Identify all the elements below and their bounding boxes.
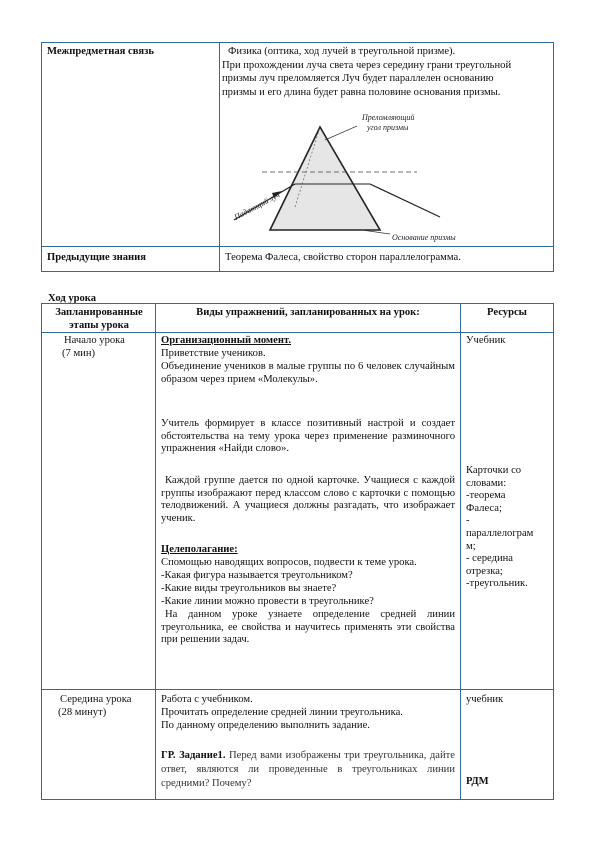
- interdisciplinary-line1: Физика (оптика, ход лучей в треугольной призме).: [228, 46, 456, 57]
- emergent-ray: [370, 184, 440, 217]
- teacher-para: Учитель формирует в классе позитивный настрой и создает обстоятельства на тему урока через применение разминочного упражнения «Найди слово».: [161, 418, 455, 455]
- top-table-row1-left: [41, 42, 220, 247]
- interdisciplinary-label: Межпредметная связь: [47, 46, 154, 57]
- prism-triangle: [270, 127, 380, 230]
- stage2-name: Середина урока: [60, 694, 132, 705]
- header-exercises: Виды упражнений, запланированных на урок:: [196, 307, 420, 318]
- task-prefix: ГР. Задание1.: [161, 750, 226, 761]
- res1-textbook: Учебник: [466, 335, 506, 346]
- res1-card-line: Карточки со: [466, 465, 522, 476]
- prior-knowledge-text: Теорема Фалеса, свойство сторон параллелограмма.: [225, 252, 461, 263]
- res1-cards: [466, 465, 552, 591]
- res1-card-line: отрезка;: [466, 565, 503, 577]
- stage2-time: (28 минут): [58, 707, 107, 718]
- prism-diagram: [222, 112, 482, 247]
- res1-card-line: -треугольник.: [466, 578, 528, 590]
- stage1-name: Начало урока: [64, 335, 125, 346]
- task-paragraph: [161, 749, 455, 791]
- res1-card-line: -: [466, 515, 470, 527]
- res1-card-line: Фалеса;: [466, 502, 502, 514]
- mid-line1: Работа с учебником.: [161, 694, 253, 705]
- label-base: Основание призмы: [392, 233, 456, 242]
- section-title: Ход урока: [48, 293, 97, 304]
- res1-card-line: параллелограм: [466, 527, 534, 539]
- goal-para: На данном уроке узнаете определение средней линии треугольника, ее свойства и научитесь применять эти свойства при решении задач.: [161, 609, 455, 646]
- label-angle-l2: угол призмы: [367, 123, 409, 132]
- res1-card-line: м;: [466, 540, 476, 552]
- header-resources: Ресурсы: [487, 307, 527, 318]
- prior-knowledge-label: Предыдущие знания: [47, 252, 146, 263]
- res1-card-line: -теорема: [466, 490, 506, 502]
- mid-line2: Прочитать определение средней линии треугольника.: [161, 707, 403, 718]
- org-line2: Объединение учеников в малые группы по 6 человек случайным образом через прием «Молекулы».: [161, 361, 455, 385]
- stage1-time: (7 мин): [62, 348, 96, 359]
- org-title: Организационный момент.: [161, 335, 291, 346]
- header-stage: Запланированные этапы урока: [55, 307, 143, 331]
- goal-line1: Спомощью наводящих вопросов, подвести к теме урока.: [161, 557, 417, 568]
- mid-line3: По данному определению выполнить задание.: [161, 720, 370, 731]
- res2-rdm: РДМ: [466, 776, 489, 787]
- res1-card-line: словами:: [466, 477, 507, 489]
- goal-question2: -Какие виды треугольников вы знаете?: [161, 583, 337, 594]
- res2-textbook: учебник: [466, 694, 504, 705]
- label-ray: Падающий луч: [232, 190, 282, 222]
- task-text: Перед вами изображены три треугольника, дайте ответ, являются ли проведенные в треугольниках линии средними? Почему?: [161, 750, 455, 789]
- row1-stage: [41, 332, 156, 690]
- goal-question3: -Какие линии можно провести в треугольнике?: [161, 596, 374, 607]
- goal-title: Целеполагание:: [161, 544, 238, 555]
- org-line1: Приветствие учеников.: [161, 348, 266, 359]
- interdisciplinary-para: При прохождении луча света через середину грани треугольной призмы луч преломляется Луч будет параллелен основанию призмы и его длина будет равна половине основания призмы.: [222, 60, 512, 98]
- label-angle-l1: Преломляющий: [362, 113, 415, 122]
- res1-card-line: - середина: [466, 553, 513, 565]
- cards-para: Каждой группе дается по одной карточке. Учащиеся с каждой группы изображают перед классом слово с карточки с помощью телодвижений. А учащиеся должны разгадать, что изображает ученик.: [161, 475, 455, 524]
- goal-question1: -Какая фигура называется треугольником?: [161, 570, 353, 581]
- label-angle: [361, 113, 414, 132]
- angle-pointer: [325, 126, 357, 140]
